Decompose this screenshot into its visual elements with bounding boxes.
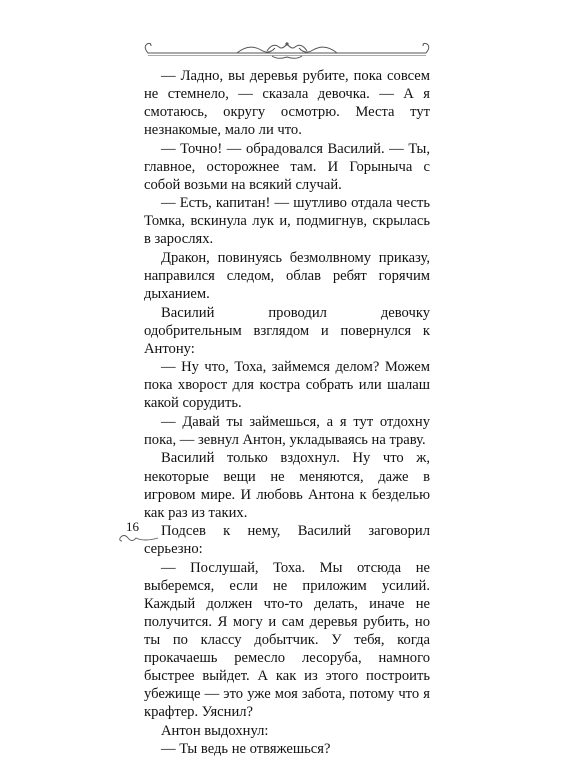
paragraph: — Есть, капитан! — шутливо отдала честь Томка, вскинула лук и, подмигнув, скрылась в зарослях. bbox=[144, 195, 430, 248]
paragraph: — Ладно, вы деревья рубите, пока совсем не стемнело, — сказала девочка. — А я смотаюсь, округу осмотрю. Места тут незнакомые, мало ли что. bbox=[144, 68, 430, 139]
paragraph: Антон выдохнул: bbox=[161, 722, 269, 739]
paragraph: Василий только вздохнул. Ну что ж, некоторые вещи не меняются, даже в игровом мире. И любовь Антона к безделью как раз из таких. bbox=[144, 450, 430, 521]
paragraph: Василий проводил девочку одобрительным взглядом и повернулся к Антону: bbox=[144, 304, 430, 357]
paragraph: Дракон, повинуясь безмолвному приказу, направился следом, облав ребят горячим дыханием. bbox=[144, 249, 430, 303]
top-ornament-divider bbox=[142, 38, 432, 62]
paragraph: — Ты ведь не отвяжешься? bbox=[161, 741, 331, 758]
paragraph: — Ну что, Тоха, займемся делом? Можем пока хворост для костра собрать или шалаш какой сорудить. bbox=[144, 359, 430, 412]
paragraph: — Послушай, Тоха. Мы отсюда не выберемся, если не приложим усилий. Каждый должен что-то делать, иначе не получится. Я могу и сам деревья рубить, но ты по классу добытчик. У тебя, когда прокачаешь ремесло лесоруба, намного быстрее выйдет. А как из этого построить убежище — это уже моя забота, потому что я крафтер. Уяснил? bbox=[144, 559, 430, 721]
body-text bbox=[144, 67, 430, 758]
bottom-ornament-flourish bbox=[118, 532, 160, 544]
paragraph: — Давай ты займешься, а я тут отдохну пока, — зевнул Антон, укладываясь на траву. bbox=[144, 413, 430, 448]
paragraph: — Точно! — обрадовался Василий. — Ты, главное, осторожнее там. И Горыныча с собой возьми на всякий случай. bbox=[144, 140, 430, 193]
paragraph: Подсев к нему, Василий заговорил серьезно: bbox=[144, 523, 430, 558]
page-number: 16 bbox=[126, 519, 139, 534]
